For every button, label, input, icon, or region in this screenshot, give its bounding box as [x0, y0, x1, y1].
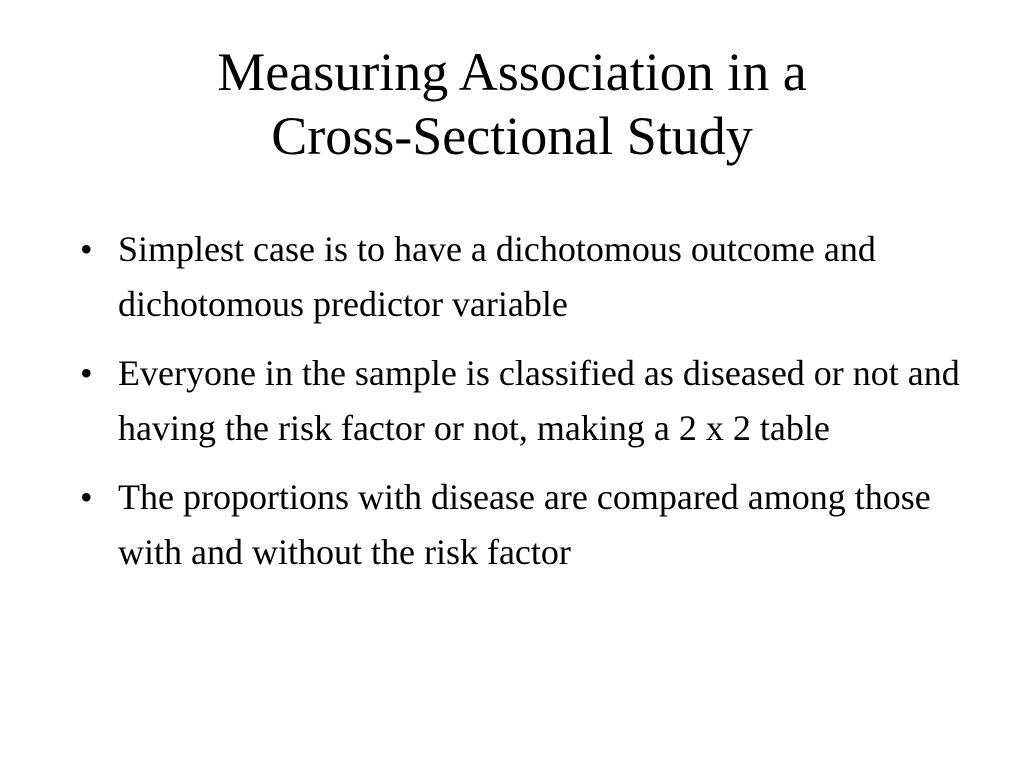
bullet-icon: • — [80, 477, 93, 517]
slide-title — [60, 40, 964, 168]
bullet-list — [80, 222, 960, 594]
slide-title-line-2: Cross-Sectional Study — [271, 106, 753, 166]
bullet-text: Everyone in the sample is classified as diseased or not and having the risk factor or not, making a 2 x 2 table — [118, 353, 960, 448]
bullet-text: The proportions with disease are compared among those with and without the risk factor — [118, 477, 931, 572]
bullet-item — [80, 346, 960, 456]
bullet-icon: • — [80, 353, 93, 393]
bullet-icon: • — [80, 229, 93, 269]
slide-title-line-1: Measuring Association in a — [217, 42, 807, 102]
bullet-text: Simplest case is to have a dichotomous outcome and dichotomous predictor variable — [118, 229, 876, 324]
bullet-item — [80, 470, 960, 580]
bullet-item — [80, 222, 960, 332]
